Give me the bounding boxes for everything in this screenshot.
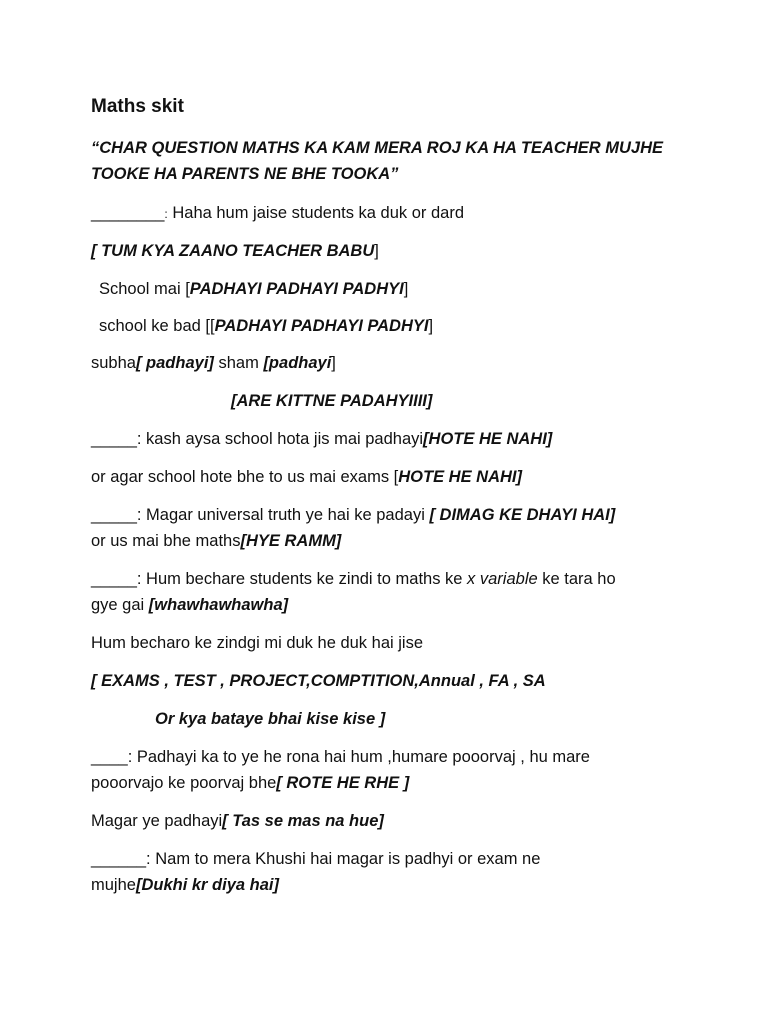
- chorus-text: [padhayi: [263, 354, 332, 372]
- line-11: [91, 504, 615, 526]
- line-text: _____: kash aysa school hota jis mai padhayi: [91, 430, 424, 448]
- line-20: [91, 810, 384, 832]
- line-text: pooorvajo ke poorvaj bhe: [91, 774, 277, 792]
- bracket: ]: [374, 242, 379, 260]
- speaker-colon: :: [164, 207, 168, 221]
- line-text: Haha hum jaise students ka duk or dard: [167, 204, 465, 222]
- line-12: [91, 530, 341, 552]
- chorus-text: [whawhawhawha]: [148, 596, 289, 614]
- line-text: subha: [91, 354, 136, 372]
- chorus-text: [ ROTE HE RHE ]: [276, 774, 410, 792]
- line-text: School mai [: [99, 280, 190, 298]
- line-19: [91, 772, 409, 794]
- chorus-text: [HOTE HE NAHI]: [423, 430, 553, 448]
- chorus-text: [ DIMAG KE DHAYI HAI]: [429, 506, 616, 524]
- line-9: [91, 428, 552, 450]
- line-text: mujhe: [91, 876, 136, 894]
- line-text: or us mai bhe maths: [91, 532, 241, 550]
- line-text: ke tara ho: [537, 570, 616, 588]
- italic-term: x variable: [467, 570, 538, 588]
- line-8: [ARE KITTNE PADAHYIIII]: [231, 392, 433, 410]
- chorus-text: [ TUM KYA ZAANO TEACHER BABU: [91, 242, 375, 260]
- line-text: _____: Magar universal truth ye hai ke padayi: [91, 506, 430, 524]
- line-text: Magar ye padhayi: [91, 812, 223, 830]
- line-14: [91, 594, 288, 616]
- line-21: ______: Nam to mera Khushi hai magar is padhyi or exam ne: [91, 850, 541, 868]
- speaker-blank: ________: [91, 204, 165, 222]
- line-text: or agar school hote bhe to us mai exams [: [91, 468, 399, 486]
- line-5: [99, 278, 408, 300]
- line-3: [91, 202, 464, 225]
- line-text: _____: Hum bechare students ke zindi to maths ke: [91, 570, 468, 588]
- chorus-text: [HYE RAMM]: [240, 532, 342, 550]
- chorus-text: PADHAYI PADHAYI PADHYI: [189, 280, 404, 298]
- bracket: ]: [331, 354, 336, 372]
- line-15: Hum becharo ke zindgi mi duk he duk hai jise: [91, 634, 424, 652]
- page-title: Maths skit: [91, 96, 184, 117]
- line-text: sham: [213, 354, 264, 372]
- line-text: school ke bad [[: [99, 317, 215, 335]
- line-13: [91, 568, 616, 590]
- line-6: [99, 315, 433, 337]
- chorus-text: HOTE HE NAHI]: [398, 468, 522, 486]
- chorus-text: [ padhayi]: [135, 354, 214, 372]
- line-22: [91, 874, 279, 896]
- chorus-text: [Dukhi kr diya hai]: [135, 876, 279, 894]
- line-10: [91, 466, 522, 488]
- line-16: [ EXAMS , TEST , PROJECT,COMPTITION,Annual , FA , SA: [91, 672, 546, 690]
- line-18: ____: Padhayi ka to ye he rona hai hum ,humare pooorvaj , hu mare: [91, 748, 590, 766]
- line-4: [91, 240, 379, 262]
- bracket: ]: [403, 280, 409, 298]
- line-text: gye gai: [91, 596, 149, 614]
- chorus-text: PADHAYI PADHAYI PADHYI: [214, 317, 429, 335]
- quote-line-1: “CHAR QUESTION MATHS KA KAM MERA ROJ KA HA TEACHER MUJHE: [91, 139, 664, 157]
- quote-line-2: TOOKE HA PARENTS NE BHE TOOKA”: [91, 165, 399, 183]
- bracket: ]: [428, 317, 434, 335]
- line-17: Or kya bataye bhai kise kise ]: [155, 710, 386, 728]
- chorus-text: [ Tas se mas na hue]: [222, 812, 384, 830]
- line-7: [91, 352, 336, 374]
